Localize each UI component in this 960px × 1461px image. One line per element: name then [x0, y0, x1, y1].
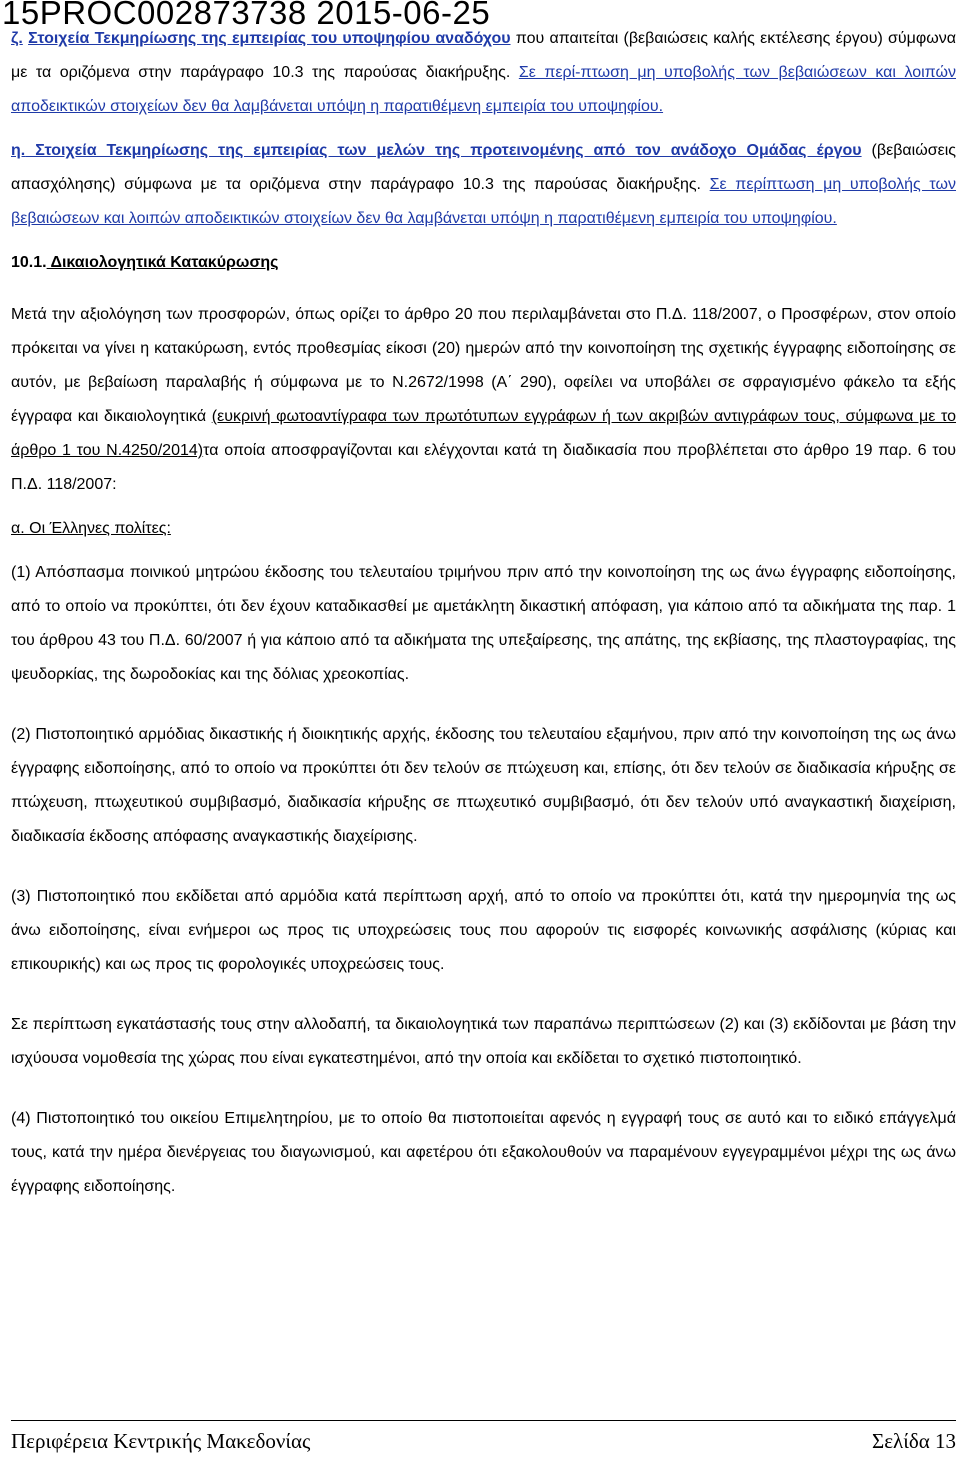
item-3: (3) Πιστοποιητικό που εκδίδεται από αρμόδια κατά περίπτωση αρχή, από το οποίο να προκύπτει ότι, κατά την ημερομηνία της ως άνω ειδοποίησης, είναι ενήμεροι ως προς τις υποχρεώσεις τους που αφορούν τις εισφορές κοινωνικής ασφάλισης (κύριας και επικουρικής) και ως προς τις φορολογικές υποχρεώσεις τους.	[11, 888, 956, 973]
foreign-note: Σε περίπτωση εγκατάστασής τους στην αλλοδαπή, τα δικαιολογητικά των παραπάνω περιπτώσεων (2) και (3) εκδίδονται με βάση την ισχύουσα νομοθεσία της χώρας που είναι εγκατεστημένοι, από την οποία και εκδίδεται το σχετικό πιστοποιητικό.	[11, 1016, 956, 1067]
section-z-label: ζ.	[11, 30, 23, 47]
section-z-text: που απαιτείται (βεβαιώσεις καλής εκτέλεσης έργου) σύμφωνα με τα οριζόμενα στην παράγραφο 10.3 της παρούσας διακήρυξης.	[11, 30, 956, 81]
intro-text-2: τα οποία αποσφραγίζονται και ελέγχονται κατά τη διαδικασία που προβλέπεται στο άρθρο 19 παρ. 6 του Π.Δ. 118/2007:	[11, 442, 957, 493]
item-4: (4) Πιστοποιητικό του οικείου Επιμελητηρίου, με το οποίο θα πιστοποιείται αφενός η εγγραφή τους σε αυτό και το ειδικό επάγγελμά τους, κατά την ημέρα διενέργειας του διαγωνισμού, και αφετέρου ότι εξακολουθούν να παραμένουν εγγεγραμμένοι μέχρι της ως άνω έγγραφης ειδοποίησης.	[11, 1110, 956, 1195]
intro-text-1: Μετά την αξιολόγηση των προσφορών, όπως ορίζει το άρθρο 20 που περιλαμβάνεται στο Π.Δ. 118/2007, ο Προσφέρων, στον οποίο πρόκειται να γίνει η κατακύρωση, εντός προθεσμίας είκοσι (20) ημερών από την κοινοποίηση της σχετικής έγγραφης ειδοποίησης σε αυτόν, με βεβαίωση παραλαβής ή σύμφωνα με το Ν.2672/1998 (Α΄ 290), οφείλει να υποβάλει σε σφραγισμένο φάκελο τα εξής έγγραφα και δικαιολογητικά	[11, 306, 956, 425]
section-h	[11, 134, 956, 236]
section-heading	[11, 246, 956, 280]
item-1: (1) Απόσπασμα ποινικού μητρώου έκδοσης του τελευταίου τριμήνου πριν από την κοινοποίηση της ως άνω έγγραφης ειδοποίησης, από το οποίο να προκύπτει, ότι δεν έχουν καταδικασθεί με αμετάκλητη δικαστική απόφαση, για κάποιο από τα αδικήματα της παρ. 1 του άρθρου 43 του Π.Δ. 60/2007 ή για κάποιο από τα αδικήματα της υπεξαίρεσης, της απάτης, της εκβίασης, της πλαστογραφίας, της ψευδορκίας, της δωροδοκίας και της δόλιας χρεοκοπίας.	[11, 564, 956, 683]
subheading-greek-citizens: α. Οι Έλληνες πολίτες:	[11, 520, 171, 537]
section-heading-number: 10.1.	[11, 254, 47, 271]
item-2: (2) Πιστοποιητικό αρμόδιας δικαστικής ή διοικητικής αρχής, έκδοσης του τελευταίου εξαμήνου, πριν από την κοινοποίηση της ως άνω έγγραφης ειδοποίησης, από το οποίο να προκύπτει ότι δεν τελούν σε πτώχευση και, επίσης, ότι δεν τελούν σε διαδικασία κήρυξης σε πτώχευση, πτωχευτικού συμβιβασμό, διαδικασία κήρυξης σε πτωχευτικό συμβιβασμό, ότι δεν τελούν υπό αναγκαστική διαχείριση, διαδικασία έκδοσης απόφασης αναγκαστικής διαχείρισης.	[11, 726, 956, 845]
section-heading-title: Δικαιολογητικά Κατακύρωσης	[46, 254, 279, 271]
footer-page-number: Σελίδα 13	[871, 1429, 956, 1453]
section-h-label: η.	[11, 142, 26, 159]
footer-organization: Περιφέρεια Κεντρικής Μακεδονίας	[11, 1429, 311, 1453]
section-h-note: Σε περίπτωση μη υποβολής των βεβαιώσεων και λοιπών αποδεικτικών στοιχείων δεν θα λαμβάνεται υπόψη η παρατιθέμενη εμπειρία του υποψηφίου.	[11, 176, 956, 227]
section-z-note: Σε περί-πτωση μη υποβολής των βεβαιώσεων και λοιπών αποδεικτικών στοιχείων δεν θα λαμβάνεται υπόψη η παρατιθέμενη εμπειρία του υποψηφίου.	[11, 64, 956, 115]
section-h-title: Στοιχεία Τεκμηρίωσης της εμπειρίας των μελών της προτεινομένης από τον ανάδοχο Ομάδας έργου	[25, 142, 862, 159]
section-z-title: Στοιχεία Τεκμηρίωσης της εμπειρίας του υποψηφίου αναδόχου	[28, 30, 511, 47]
document-id-watermark: 15PROC002873738 2015-06-25	[2, 0, 491, 31]
intro-paragraph	[11, 298, 956, 502]
section-z	[11, 22, 956, 124]
intro-underlined: (ευκρινή φωτοαντίγραφα των πρωτότυπων εγγράφων ή των ακριβών αντιγράφων τους, σύμφωνα με το άρθρο 1 του Ν.4250/2014)	[11, 408, 957, 459]
section-h-text: (βεβαιώσεις απασχόλησης) σύμφωνα με τα οριζόμενα στην παράγραφο 10.3 της παρούσας διακήρυξης.	[11, 142, 956, 193]
page-footer	[11, 1420, 956, 1454]
document-body	[11, 22, 956, 1204]
